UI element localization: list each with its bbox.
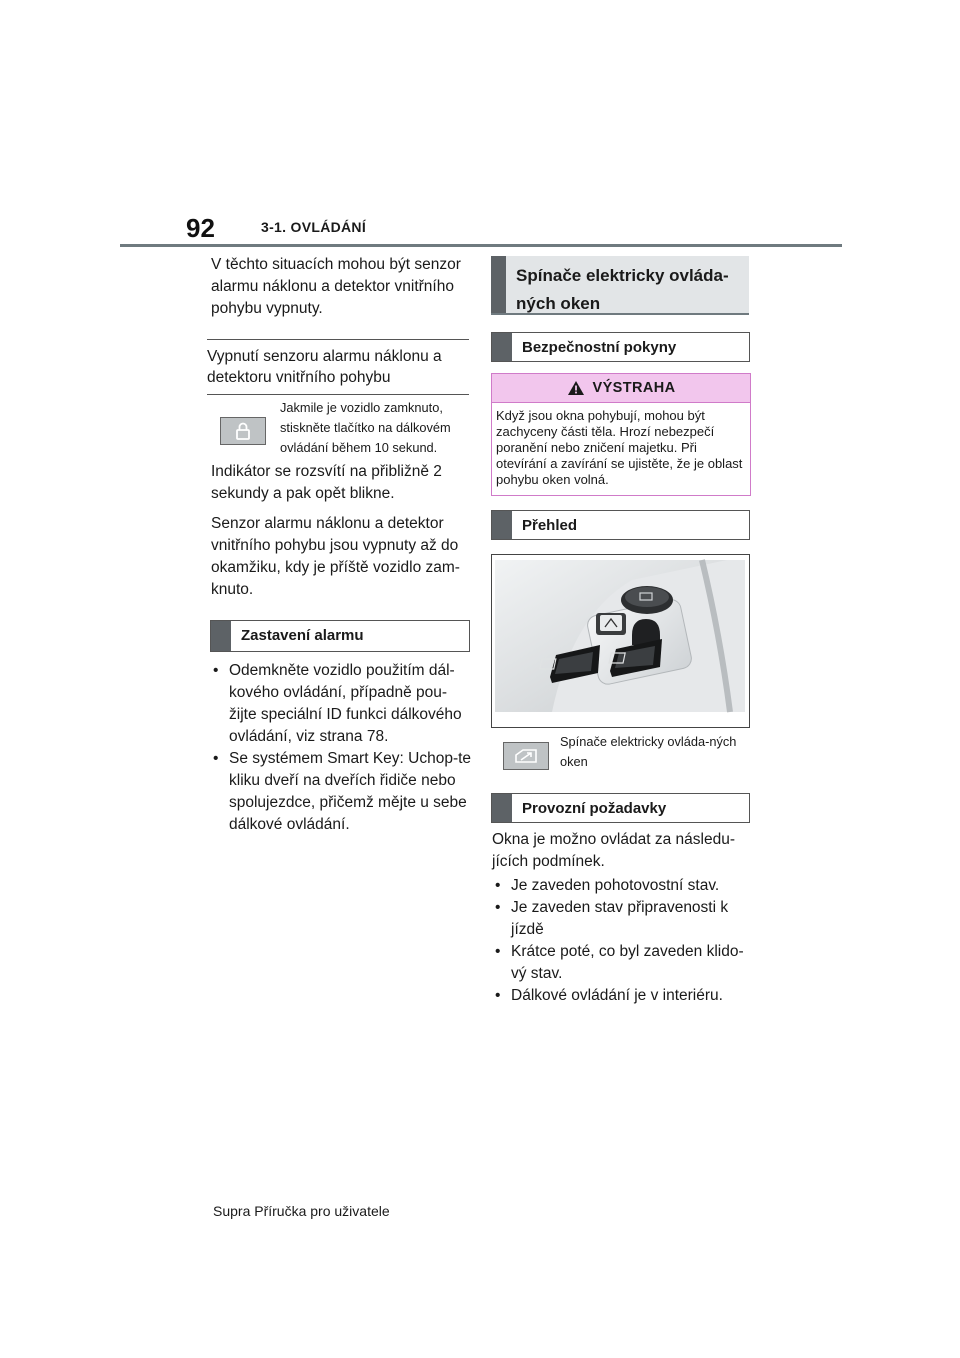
subhead-disable-sensors — [207, 339, 469, 395]
alarm-stop-heading — [210, 620, 470, 652]
list-item: • Je zaveden stav připravenosti k jízdě — [492, 897, 754, 941]
window-switch-panel-image — [492, 555, 749, 727]
alarm-stop-list — [210, 660, 472, 836]
page-number: 92 — [186, 213, 215, 243]
warning-box — [491, 373, 751, 496]
header-rule — [120, 244, 842, 247]
window-switches-heading-text: Spínače elektricky ovláda-ných oken — [516, 266, 729, 313]
indicator-paragraphs — [211, 461, 469, 609]
heading-marker — [491, 256, 506, 313]
overview-heading — [491, 510, 750, 540]
requirements-heading — [491, 793, 750, 823]
window-switch-icon — [513, 747, 539, 765]
heading-marker — [211, 621, 231, 651]
window-switch-figure — [491, 554, 750, 728]
warning-text: Když jsou okna pohybují, mohou být zachyceny části těla. Hrozí nebezpečí poranění nebo zničení majetku. Při otevírání a zavírání se ujistěte, že je oblast pohybu oken volná. — [496, 408, 743, 487]
list-item: • Krátce poté, co byl zaveden klido-vý stav. — [492, 941, 754, 985]
section-title: 3-1. OVLÁDÁNÍ — [261, 219, 367, 235]
window-switch-icon-box — [503, 742, 549, 770]
lock-icon — [233, 421, 253, 441]
heading-marker — [492, 511, 512, 539]
alarm-stop-heading-text: Zastavení alarmu — [241, 627, 364, 644]
list-item: • Dálkové ovládání je v interiéru. — [492, 985, 754, 1007]
warning-title: VÝSTRAHA — [592, 380, 676, 396]
overview-heading-text: Přehled — [522, 517, 578, 534]
subhead-text: Vypnutí senzoru alarmu náklonu a detektoru vnitřního pohybu — [207, 348, 442, 386]
list-item: • Odemkněte vozidlo použitím dál-kového ovládání, případně pou-žijte speciální ID funkci dálkového ovládání, viz strana 78. — [210, 660, 472, 748]
window-switches-heading — [491, 256, 749, 315]
lock-button-icon-box — [220, 417, 266, 445]
sensor-off-text: Senzor alarmu náklonu a detektor vnitřního pohybu jsou vypnuty až do okamžiku, kdy je příště vozidlo zam-knuto. — [211, 515, 460, 598]
requirements-intro: Okna je možno ovládat za následu-jících podmínek. — [492, 831, 735, 870]
requirements-heading-text: Provozní požadavky — [522, 800, 667, 817]
intro-text: V těchto situacích mohou být senzor alarmu náklonu a detektor vnitřního pohybu vypnuty. — [211, 256, 461, 317]
warning-header — [492, 374, 750, 403]
requirements-body — [492, 829, 754, 1007]
indicator-text: Indikátor se rozsvítí na přibližně 2 sekundy a pak opět blikne. — [211, 463, 442, 502]
lock-note: Jakmile je vozidlo zamknuto, stiskněte tlačítko na dálkovém ovládání během 10 sekund. — [280, 400, 451, 455]
safety-heading — [491, 332, 750, 362]
heading-marker — [492, 794, 512, 822]
safety-heading-text: Bezpečnostní pokyny — [522, 339, 677, 356]
list-item: • Se systémem Smart Key: Uchop-te kliku dveří na dveřích řidiče nebo spolujezdce, přičemž mějte u sebe dálkové ovládání. — [210, 748, 472, 836]
warning-triangle-icon — [567, 380, 585, 396]
heading-marker — [492, 333, 512, 361]
switch-caption: Spínače elektricky ovláda-ných oken — [560, 734, 737, 769]
footer-text: Supra Příručka pro uživatele — [213, 1203, 390, 1219]
list-item: • Je zaveden pohotovostní stav. — [492, 875, 754, 897]
intro-paragraph — [211, 254, 469, 328]
